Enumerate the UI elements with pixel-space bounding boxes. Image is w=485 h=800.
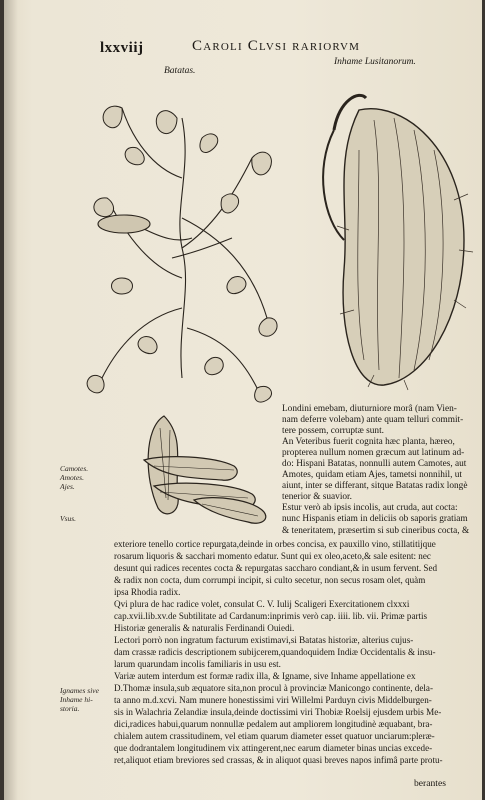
text-line: tenerior & suavior. — [282, 492, 352, 503]
running-head: Caroli Clvsi rariorvm — [192, 38, 361, 54]
text-line: cap.xvii.lib.xv.de Subtilitate ad Cardanum:inprimis verò cap. iiii. lib. vii. Primæ partis — [114, 611, 428, 621]
text-line: sis in Walachria Zelandiæ insula,deinde doctissimi viri Thobiæ Roelsij ejusdem urbis Me- — [114, 707, 442, 717]
margin-ignames-line-2: Inhame hi- — [60, 695, 93, 704]
text-line: Historiæ generalis & naturalis Ferdinandi Ouiedi. — [114, 623, 295, 633]
batatas-plant-woodcut — [82, 78, 282, 398]
text-line: Estur verò ab ipsis incolis, aut cruda, aut cocta: — [282, 503, 458, 514]
text-line: & radix non cocta, dum corrumpi incipit, si culto secetur, non secus rosam olet, quàm — [114, 575, 426, 585]
text-line: que dodrantalem longitudinem vix attingerent,nec earum diameter binas uncias excede- — [114, 743, 433, 753]
text-line: larum quarundam incolis familiaris in usu est. — [114, 659, 281, 669]
margin-ignames-line-1: Ignames sive — [60, 686, 99, 695]
batatas-roots-woodcut — [124, 408, 274, 528]
inhame-tuber-woodcut — [304, 70, 474, 390]
text-line: chialem autem crassitudinem, vel etiam quarum diameter esset quatuor unciarum:pleræ- — [114, 731, 435, 741]
page-gutter-shadow — [4, 0, 18, 800]
margin-note-ignames — [60, 686, 99, 713]
folio-number: lxxviij — [100, 40, 144, 56]
body-text-right-column — [282, 404, 478, 537]
margin-name-ajes: Ajes. — [60, 482, 75, 491]
text-line: ipsa Rhodia radix. — [114, 587, 181, 597]
caption-batatas: Batatas. — [164, 66, 196, 76]
text-line: An Veteribus fuerit cognita hæc planta, hæreo, — [282, 437, 455, 448]
body-text-full-width — [114, 538, 480, 766]
margin-note-usus: Vsus. — [60, 514, 77, 523]
text-line: dam crassæ radicis descriptionem subijcerem,quandoquidem Indiæ Occidentalis & insu- — [114, 647, 436, 657]
text-line: Londini emebam, diuturniore morâ (nam Vien- — [282, 404, 457, 414]
book-page — [4, 0, 482, 800]
text-line: nunc Hispanis etiam in deliciis ob saporis gratiam — [282, 514, 468, 525]
text-line: propterea nullum nomen græcum aut latinum ad- — [282, 448, 465, 459]
text-line: do: Hispani Batatas, nonnulli autem Camotes, aut — [282, 459, 467, 470]
margin-name-camotes: Camotes. — [60, 464, 89, 473]
margin-name-amotes: Amotes. — [60, 473, 84, 482]
text-line: & teneritatem, præsertim si sub cineribus cocta, & — [282, 525, 470, 536]
text-line: ret,aliquot etiam breviores sed crassas, & in aliquot quasi breves napos infimâ parte protu- — [114, 755, 443, 765]
text-line: nam deferre volebam) ante quam telluri commit- — [282, 415, 464, 426]
margin-ignames-line-3: storia. — [60, 704, 80, 713]
text-line: D.Thomæ insula,sub æquatore sita,non procul à provinciæ Manicongo continente, dela- — [114, 683, 433, 693]
text-line: Lectori porrò non ingratum facturum existimavi,si Batatas historiæ, alterius cujus- — [114, 635, 414, 645]
catchword: berantes — [414, 778, 446, 789]
text-line: rosarum liquoris & sacchari momento edatur. Sunt qui ex oleo,aceto,& sale esitent: nec — [114, 551, 431, 561]
text-line: exteriore tenello cortice repurgata,deinde in orbes concisa, ex pauxillo vino, stillatitijque — [114, 539, 436, 549]
text-line: ta anno m.d.xcvi. Nam munere honestissimi viri Willelmi Parduyn civis Middelburgen- — [114, 695, 432, 705]
text-line: Variæ autem interdum est formæ radix illa, & Igname, sive Inhame appellatione ex — [114, 671, 416, 681]
text-line: desunt qui radices recentes cocta & repurgatas saccharo condiant,& in usum fervent. Sed — [114, 563, 438, 573]
caption-inhame: Inhame Lusitanorum. — [334, 57, 416, 67]
text-line: Amotes, quidam etiam Ajes, tametsi nonnihil, ut — [282, 470, 462, 481]
text-line: aiunt, inter se differant, sitque Batatas radix longè — [282, 481, 468, 492]
text-line: dici,radices habui,quarum nonnullæ pedalem aut ampliorem longitudinè æquabant, bra- — [114, 719, 433, 729]
margin-note-names — [60, 464, 88, 491]
text-line: Qvi plura de hac radice volet, consulat C. V. Iulij Scaligeri Exercitationem clxxxi — [114, 599, 410, 609]
text-line: tere possem, corruptæ sunt. — [282, 426, 384, 437]
